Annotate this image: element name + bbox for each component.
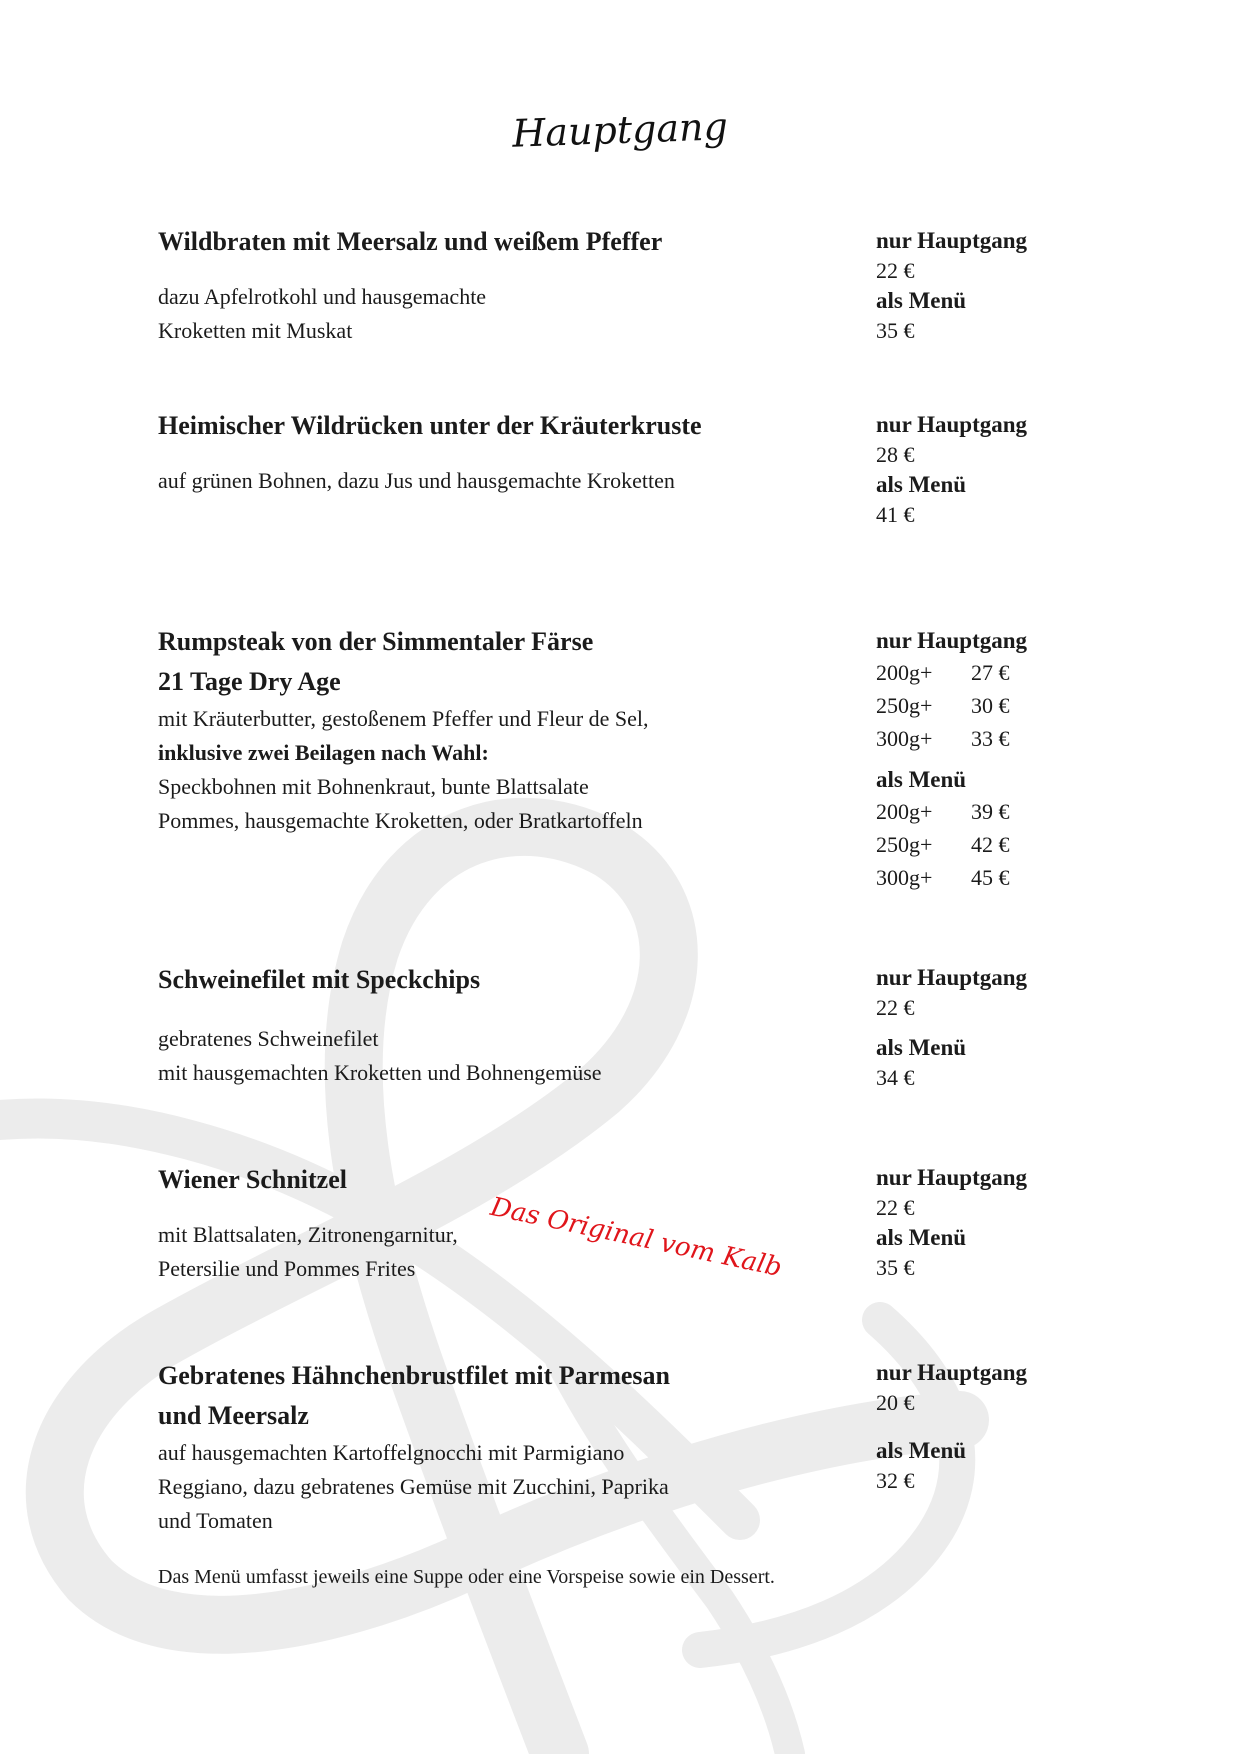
price-label-main: nur Hauptgang: [876, 628, 1028, 653]
dish-description: dazu Apfelrotkohl und hausgemachte Kroketten mit Muskat: [158, 284, 487, 343]
dish-name: Schweinefilet mit Speckchips: [158, 965, 481, 994]
dish-wiener-schnitzel: [158, 1160, 778, 1286]
price-main: 20 €: [876, 1390, 915, 1415]
price-main: 22 €: [876, 258, 915, 283]
price-row: 300g+ 45 €: [876, 865, 1010, 890]
dish-name: Heimischer Wildrücken unter der Kräuterkruste: [158, 411, 702, 440]
price-label-main: nur Hauptgang: [876, 412, 1028, 437]
dish-description: mit Blattsalaten, Zitronengarnitur, Petersilie und Pommes Frites: [158, 1222, 458, 1281]
price-row: 250g+ 30 €: [876, 693, 1010, 718]
dish-name-line-1: Rumpsteak von der Simmentaler Färse: [158, 627, 594, 656]
price-menu: 35 €: [876, 318, 915, 343]
price-main: 28 €: [876, 442, 915, 467]
dish-name-line-1: Gebratenes Hähnchenbrustfilet mit Parmesan: [158, 1361, 671, 1390]
menu-footnote: Das Menü umfasst jeweils eine Suppe oder eine Vorspeise sowie ein Dessert.: [158, 1566, 775, 1588]
dish-haehnchenbrustfilet: [158, 1356, 778, 1538]
dish-description: auf hausgemachten Kartoffelgnocchi mit Parmigiano Reggiano, dazu gebratenes Gemüse mit Zucchini, Paprika und Tomaten: [158, 1440, 669, 1533]
price-label-menu: als Menü: [876, 288, 967, 313]
dish-description: mit Kräuterbutter, gestoßenem Pfeffer und Fleur de Sel, inklusive zwei Beilagen nach Wahl: Speckbohnen mit Bohnenkraut, bunte Blattsalate Pommes, hausgemachte Kroketten, oder Bratkartoffeln: [158, 702, 778, 838]
dish-description: gebratenes Schweinefilet mit hausgemachten Kroketten und Bohnengemüse: [158, 1026, 602, 1085]
price-label-main: nur Hauptgang: [876, 965, 1028, 990]
price-label-main: nur Hauptgang: [876, 228, 1028, 253]
price-label-menu: als Menü: [876, 767, 967, 792]
dish-name-line-2: und Meersalz: [158, 1401, 309, 1430]
price-menu: 34 €: [876, 1065, 915, 1090]
price-block-wiener-schnitzel: [876, 1163, 1096, 1283]
dish-name: Wildbraten mit Meersalz und weißem Pfeffer: [158, 227, 663, 256]
price-row: 250g+ 42 €: [876, 832, 1010, 857]
dish-wildbraten: [158, 222, 778, 348]
price-row: 200g+ 27 €: [876, 660, 1010, 685]
dish-description: auf grünen Bohnen, dazu Jus und hausgemachte Kroketten: [158, 468, 675, 493]
dish-name: Wiener Schnitzel: [158, 1165, 347, 1194]
original-stamp-text: Das Original vom Kalb: [487, 1192, 785, 1284]
price-main: 22 €: [876, 1195, 915, 1220]
page-title: Hauptgang: [511, 104, 729, 156]
dish-wildruecken: [158, 406, 778, 498]
price-label-main: nur Hauptgang: [876, 1360, 1028, 1385]
price-block-wildbraten: [876, 226, 1096, 346]
price-menu: 35 €: [876, 1255, 915, 1280]
price-block-haehnchenbrustfilet: [876, 1358, 1096, 1496]
price-block-rumpsteak: [876, 626, 1096, 894]
price-row: 300g+ 33 €: [876, 726, 1010, 751]
price-label-menu: als Menü: [876, 1438, 967, 1463]
price-block-schweinefilet: [876, 963, 1096, 1093]
price-block-wildruecken: [876, 410, 1096, 530]
dish-schweinefilet: [158, 960, 778, 1090]
price-label-menu: als Menü: [876, 1035, 967, 1060]
price-label-menu: als Menü: [876, 472, 967, 497]
dish-rumpsteak: [158, 622, 778, 838]
dish-name-line-2: 21 Tage Dry Age: [158, 667, 341, 696]
price-main: 22 €: [876, 995, 915, 1020]
price-label-main: nur Hauptgang: [876, 1165, 1028, 1190]
price-label-menu: als Menü: [876, 1225, 967, 1250]
price-menu: 32 €: [876, 1468, 915, 1493]
price-row: 200g+ 39 €: [876, 799, 1010, 824]
price-menu: 41 €: [876, 502, 915, 527]
side-dish-heading: inklusive zwei Beilagen nach Wahl:: [158, 740, 489, 765]
